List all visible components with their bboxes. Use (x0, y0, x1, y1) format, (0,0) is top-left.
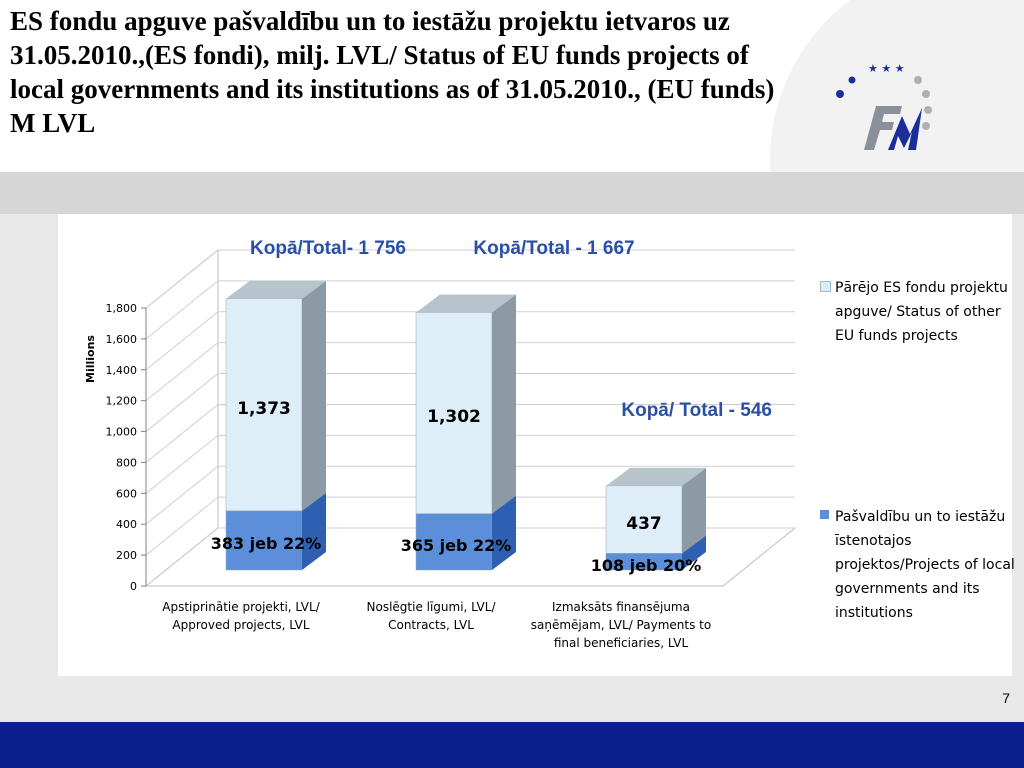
y-tick-label: 400 (116, 518, 137, 532)
data-label-other-eu: 1,373 (237, 399, 291, 419)
data-label-other-eu: 1,302 (427, 407, 481, 427)
side-wall (146, 250, 218, 586)
bar-side (492, 295, 516, 514)
divider-band (0, 172, 1024, 214)
total-label: Kopā/Total - 1 667 (473, 238, 635, 259)
y-tick-label: 1,600 (105, 332, 137, 346)
page-number: 7 (1002, 690, 1010, 706)
data-label-other-eu: 437 (626, 514, 662, 534)
bar-side (302, 281, 326, 511)
y-tick-label: 1,200 (105, 394, 137, 408)
y-tick-label: 800 (116, 456, 137, 470)
x-category-label: Noslēgtie līgumi, LVL/ Contracts, LVL (366, 600, 496, 632)
slide-header (0, 0, 1024, 172)
legend-label: Pašvaldību un to iestāžu īstenotajos projektos/Projects of local governments and its institutions (835, 509, 1015, 621)
y-tick-label: 0 (130, 580, 137, 593)
legend-swatch (820, 281, 831, 292)
data-label-local-gov: 108 jeb 20% (590, 556, 702, 575)
total-label: Kopā/ Total - 546 (621, 400, 772, 421)
svg-text:★ ★ ★: ★ ★ ★ (868, 62, 905, 75)
data-label-local-gov: 365 jeb 22% (400, 536, 512, 555)
y-axis-title: Millions (84, 335, 97, 383)
fm-logo-icon (828, 58, 948, 158)
x-category-label: Apstiprinātie projekti, LVL/ Approved projects, LVL (162, 600, 320, 632)
legend-label: Pārējo ES fondu projektu apguve/ Status of other EU funds projects (835, 280, 1008, 344)
legend-swatch (820, 510, 829, 519)
footer-bar (0, 722, 1024, 768)
slide-title: ES fondu apguve pašvaldību un to iestāžu projektu ietvaros uz 31.05.2010.,(ES fondi), milj. LVL/ Status of EU funds projects of local governments and its institutions as of 31.05.2010., (EU funds) M LVL (10, 6, 775, 138)
y-tick-label: 1,800 (105, 302, 137, 315)
y-tick-label: 1,400 (105, 363, 137, 377)
y-tick-label: 200 (116, 549, 137, 563)
total-label: Kopā/Total- 1 756 (250, 238, 406, 259)
chart-panel (58, 214, 1015, 676)
x-category-label: Izmaksāts finansējuma saņēmējam, LVL/ Payments to final beneficiaries, LVL (530, 600, 712, 650)
y-tick-label: 600 (116, 487, 137, 501)
y-tick-label: 1,000 (105, 425, 137, 439)
data-label-local-gov: 383 jeb 22% (210, 534, 322, 553)
